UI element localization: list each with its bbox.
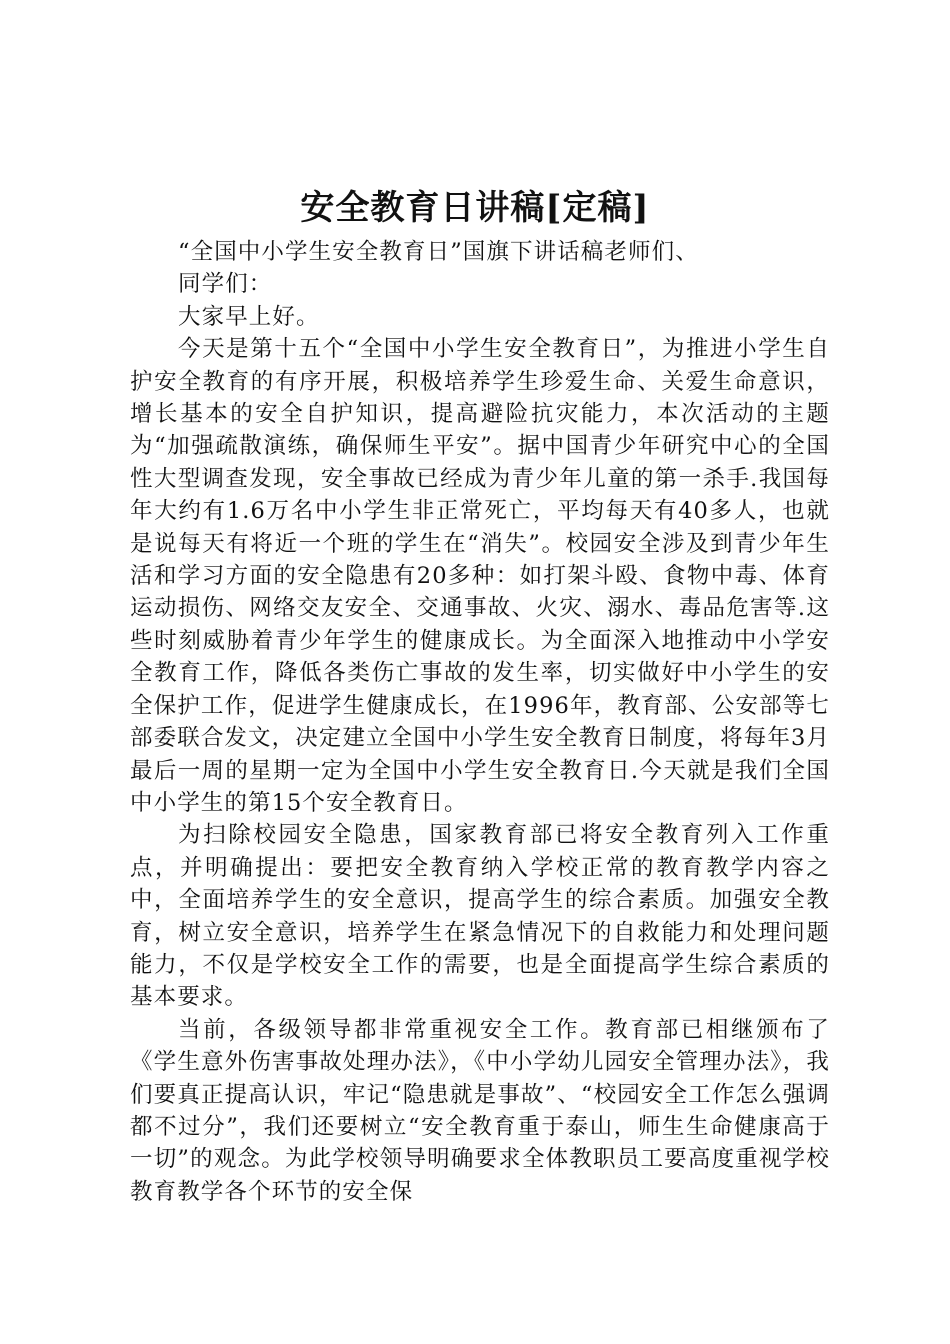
paragraph-6: 当前，各级领导都非常重视安全工作。教育部已相继颁布了《学生意外伤害事故处理办法》，《中小学幼儿园安全管理办法》，我们要真正提高认识，牢记“隐患就是事故”、“校园安全工作怎么强调都不过分”，我们还要树立“安全教育重于泰山，师生生命健康高于一切”的观念。为此学校领导明确要求全体教职员工要高度重视学校教育教学各个环节的安全保	[130, 1016, 830, 1205]
paragraph-4: 今天是第十五个“全国中小学生安全教育日”，为推进小学生自护安全教育的有序开展，积极培养学生珍爱生命、关爱生命意识，增长基本的安全自护知识，提高避险抗灾能力，本次活动的主题为“加强疏散演练，确保师生平安”。据中国青少年研究中心的全国性大型调查发现，安全事故已经成为青少年儿童的第一杀手.我国每年大约有1.6万名中小学生非正常死亡，平均每天有40多人，也就是说每天有将近一个班的学生在“消失”。校园安全涉及到青少年生活和学习方面的安全隐患有20多种：如打架斗殴、食物中毒、体育运动损伤、网络交友安全、交通事故、火灾、溺水、毒品危害等.这些时刻威胁着青少年学生的健康成长。为全面深入地推动中小学安全教育工作，降低各类伤亡事故的发生率，切实做好中小学生的安全保护工作，促进学生健康成长，在1996年，教育部、公安部等七部委联合发文，决定建立全国中小学生安全教育日制度，将每年3月最后一周的星期一定为全国中小学生安全教育日.今天就是我们全国中小学生的第15个安全教育日。	[130, 336, 830, 816]
document-body	[130, 236, 830, 1208]
paragraph-1: “全国中小学生安全教育日”国旗下讲话稿老师们、	[178, 239, 699, 265]
paragraph-3: 大家早上好。	[178, 303, 320, 330]
paragraph-5: 为扫除校园安全隐患，国家教育部已将安全教育列入工作重点，并明确提出：要把安全教育纳入学校正常的教育教学内容之中，全面培养学生的安全意识，提高学生的综合素质。加强安全教育，树立安全意识，培养学生在紧急情况下的自救能力和处理问题能力，不仅是学校安全工作的需要，也是全面提高学生综合素质的基本要求。	[130, 822, 830, 1011]
document-title: 安全教育日讲稿[定稿]	[300, 188, 650, 228]
paragraph-2: 同学们：	[178, 271, 273, 298]
